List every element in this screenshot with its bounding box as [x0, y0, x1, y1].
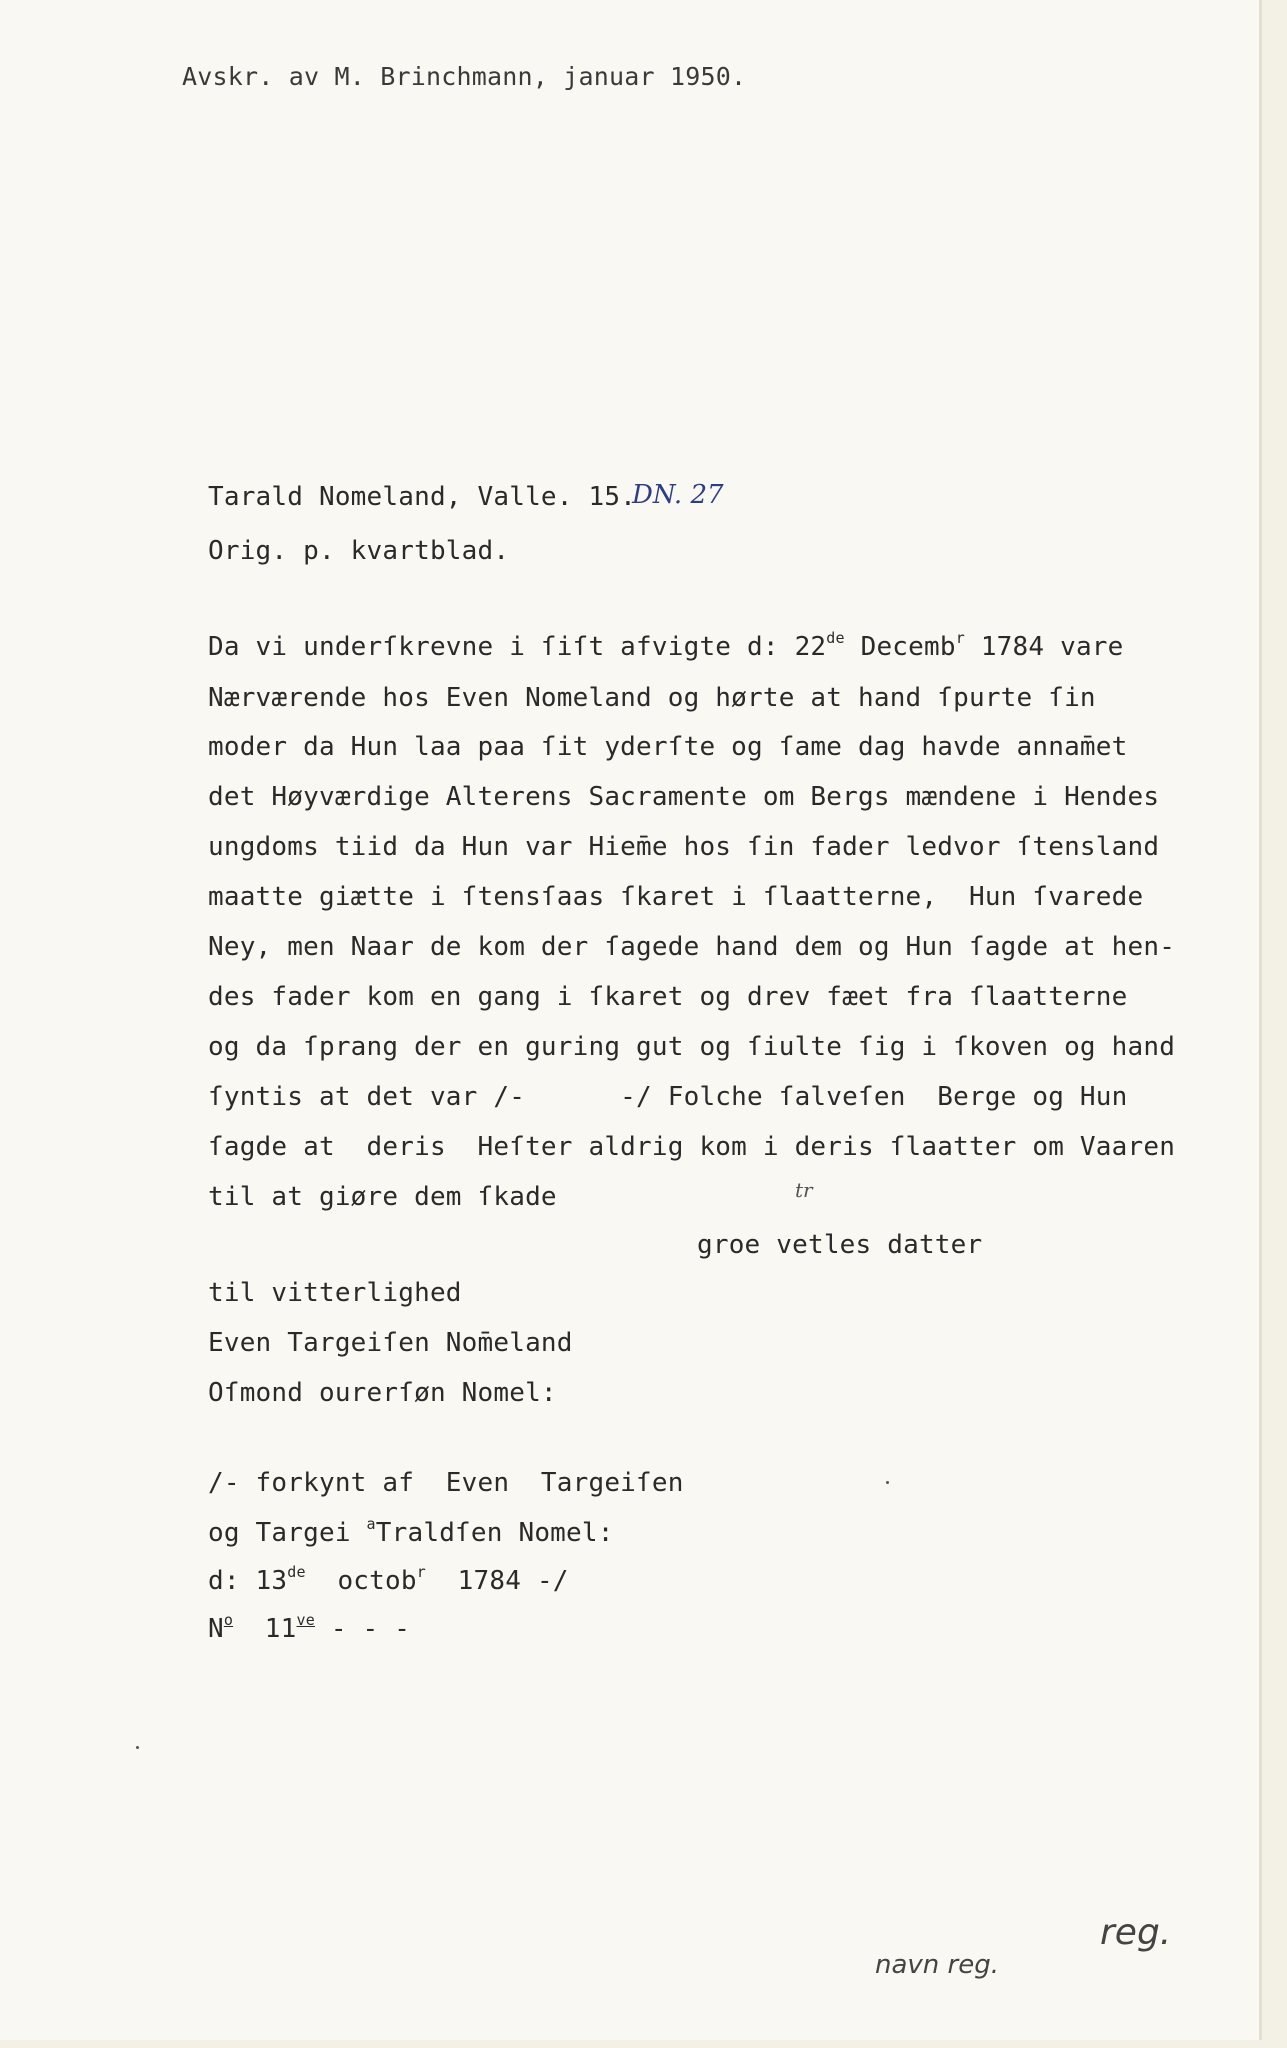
body-line: ungdoms tiid da Hun var Hiem̄e hos ſin fader ledvor ſtensland [208, 832, 1160, 862]
body-line: des fader kom en gang i ſkaret og drev fæet fra ſlaatterne [208, 982, 1128, 1012]
body-line: det Høyværdige Alterens Sacramente om Bergs mændene i Hendes [208, 782, 1160, 812]
body-line: moder da Hun laa paa ſit yderſte og ſame dag havde annam̄et [208, 732, 1128, 762]
body-line: ſyntis at det var /- -/ Folche ſalveſen Berge og Hun [208, 1082, 1128, 1112]
document-subtitle: Orig. p. kvartblad. [208, 536, 510, 566]
footer-note: og Targei $^a$Traldſen Nomel: [208, 1515, 614, 1548]
paper-speck [136, 1746, 139, 1749]
footer-date: d: 13de octob$^r$ 1784 -/ [208, 1563, 569, 1596]
paper-speck [886, 1481, 889, 1484]
body-line: maatte giætte i ſtensſaas ſkaret i ſlaatterne, Hun ſvarede [208, 882, 1144, 912]
insert-mark: tr [795, 1178, 813, 1202]
witness-name: Oſmond ourerſøn Nomel: [208, 1378, 557, 1408]
transcription-header: Avskr. av M. Brinchmann, januar 1950. [182, 62, 747, 91]
body-line: til at giøre dem ſkade [208, 1182, 557, 1212]
footer-note: /- forkynt af Even Targeiſen [208, 1468, 684, 1498]
dn-annotation: DN. 27 [632, 480, 724, 510]
body-line: Ney, men Naar de kom der ſagede hand dem og Hun ſagde at hen- [208, 932, 1176, 962]
body-line: Da vi underſkrevne i ſiſt afvigte d: 22de Decemb$^r$ 1784 vare [208, 629, 1124, 662]
signature-line: groe vetles datter [697, 1230, 983, 1260]
witness-label: til vitterlighed [208, 1278, 462, 1308]
body-line: Nærværende hos Even Nomeland og hørte at hand ſpurte ſin [208, 683, 1096, 713]
body-line: og da ſprang der en guring gut og ſiulte ſig i ſkoven og hand [208, 1032, 1176, 1062]
margin-note-register: reg. [1100, 1912, 1172, 1953]
footer-number: $N^o$ $11^{ve}$ - - - [208, 1611, 411, 1644]
witness-name: Even Targeiſen Nom̄eland [208, 1328, 573, 1358]
document-title: Tarald Nomeland, Valle. 15. [208, 482, 637, 512]
body-line: ſagde at deris Heſter aldrig kom i deris ſlaatter om Vaaren [208, 1132, 1176, 1162]
margin-note-name-register: navn reg. [875, 1950, 999, 1980]
